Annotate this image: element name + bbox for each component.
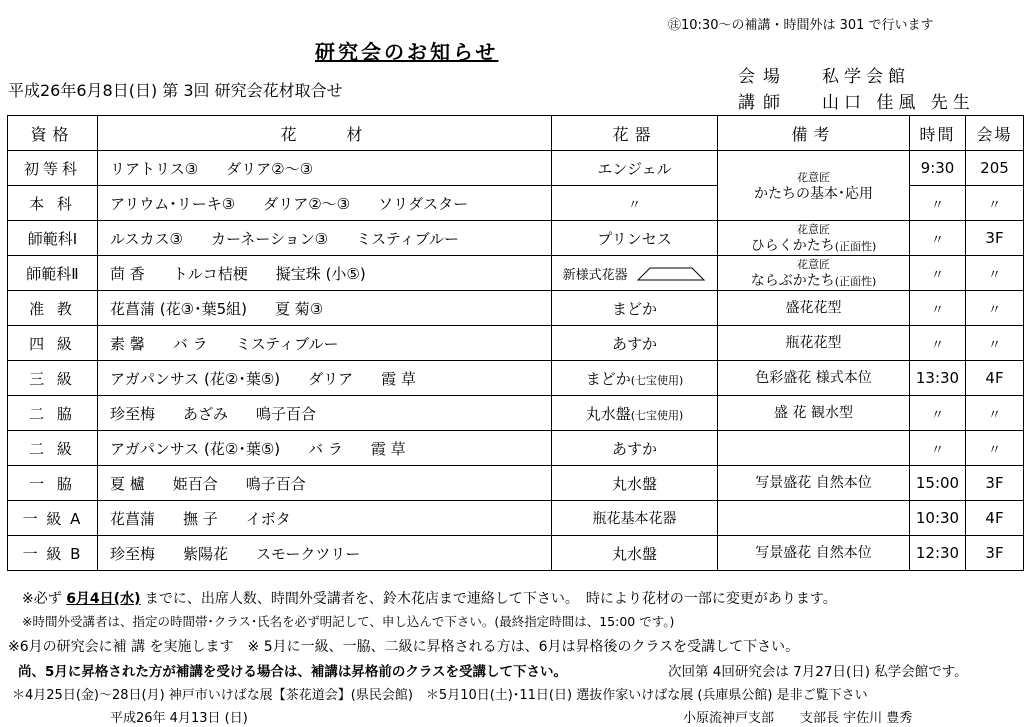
- table-body: [8, 151, 1024, 571]
- cell-vessel: プリンセス: [552, 221, 718, 256]
- flower-item: トルコ桔梗: [172, 264, 248, 283]
- cell-vessel: 丸水盤: [552, 466, 718, 501]
- cell-flowers: [98, 291, 552, 326]
- cell-time: 15:00: [910, 466, 966, 501]
- flower-item: 霞 草: [370, 439, 406, 458]
- note-top: 花意匠: [797, 258, 830, 271]
- cell-room: 205: [966, 151, 1024, 186]
- flower-item: 夏 菊③: [274, 299, 324, 318]
- cell-level: 一 級 B: [8, 536, 98, 571]
- cell-level: 三 級: [8, 361, 98, 396]
- note-sub: (正面性): [834, 240, 877, 253]
- note-main: ならぶかたち: [750, 273, 835, 289]
- cell-vessel: あすか: [552, 326, 718, 361]
- top-note: ㊟10:30～の補講・時間外は 301 で行います: [668, 18, 934, 33]
- cell-flowers: [98, 361, 552, 396]
- note-sub: (正面性): [834, 275, 877, 288]
- venue-value: 私学会館: [822, 67, 910, 87]
- venue-box: [738, 64, 975, 116]
- flower-item: 花菖蒲: [110, 509, 156, 528]
- footer-line-5: ＊4月25日(金)～28日(月) 神戸市いけばな展【茶花道会】(県民会館) ＊5月10日(土)･11日(日) 選抜作家いけばな展 (兵庫県公館) 是非ご覧下さい: [12, 688, 868, 703]
- cell-time: 10:30: [910, 501, 966, 536]
- cell-room: 〃: [966, 431, 1024, 466]
- note-main: ひらくかたち: [750, 238, 835, 254]
- table-row: [8, 501, 1024, 536]
- issue-date: 平成26年 4月13日 (日): [110, 711, 248, 726]
- cell-note: 盛花花型: [718, 291, 910, 326]
- cell-flowers: [98, 501, 552, 536]
- flower-item: 紫陽花: [183, 544, 229, 563]
- table-row: [8, 326, 1024, 361]
- materials-table: [7, 115, 1024, 571]
- header-flowers: 花 材: [98, 116, 552, 151]
- cell-level: 師範科Ⅰ: [8, 221, 98, 256]
- cell-note: 色彩盛花 様式本位: [718, 361, 910, 396]
- cell-flowers: [98, 186, 552, 221]
- table-row: [8, 466, 1024, 501]
- cell-room: 4F: [966, 501, 1024, 536]
- cell-vessel: [552, 361, 718, 396]
- cell-vessel: 〃: [552, 186, 718, 221]
- flower-item: 花菖蒲 (花③･葉5組): [110, 299, 247, 318]
- cell-time: 〃: [910, 186, 966, 221]
- flower-item: 素 馨: [110, 334, 145, 353]
- cell-flowers: [98, 396, 552, 431]
- cell-vessel: あすか: [552, 431, 718, 466]
- trapezoid-vessel-icon: [636, 266, 706, 282]
- cell-level: 四 級: [8, 326, 98, 361]
- cell-note: [718, 151, 910, 221]
- cell-time: 〃: [910, 291, 966, 326]
- cell-time: 〃: [910, 326, 966, 361]
- footer-line-1-pre: ※必ず: [22, 591, 67, 607]
- header-level: 資格: [8, 116, 98, 151]
- cell-note: 瓶花花型: [718, 326, 910, 361]
- cell-note: 盛 花 観水型: [718, 396, 910, 431]
- cell-flowers: [98, 466, 552, 501]
- cell-flowers: [98, 326, 552, 361]
- organization: 小原流神戸支部 支部長 宇佐川 豊秀: [683, 711, 913, 726]
- cell-level: 初等科: [8, 151, 98, 186]
- cell-note: 写景盛花 自然本位: [718, 466, 910, 501]
- cell-note: [718, 431, 910, 466]
- vessel-sub: (七宝使用): [630, 408, 684, 422]
- flower-item: アガパンサス (花②･葉⑤): [110, 369, 281, 388]
- header-room: 会場: [966, 116, 1024, 151]
- deadline-date: 6月4日(水): [66, 591, 141, 607]
- table-row: [8, 291, 1024, 326]
- flower-item: スモークツリー: [256, 544, 361, 563]
- vessel-sub: (七宝使用): [630, 373, 684, 387]
- table-row: [8, 361, 1024, 396]
- flower-item: 珍至梅: [110, 544, 156, 563]
- lecturer-label: 講師: [738, 93, 788, 113]
- flower-item: 茴 香: [110, 264, 145, 283]
- cell-level: 一 脇: [8, 466, 98, 501]
- cell-room: 〃: [966, 186, 1024, 221]
- flower-item: アガパンサス (花②･葉⑤): [110, 439, 281, 458]
- cell-level: 二 脇: [8, 396, 98, 431]
- note-main: かたちの基本･応用: [754, 185, 873, 202]
- cell-time: 〃: [910, 396, 966, 431]
- flower-item: 擬宝珠 (小⑤): [275, 264, 366, 283]
- cell-level: 准 教: [8, 291, 98, 326]
- meeting-subtitle: 平成26年6月8日(日) 第 3回 研究会花材取合せ: [8, 81, 343, 100]
- flower-item: アリウム･リーキ③: [110, 194, 236, 213]
- cell-note: [718, 501, 910, 536]
- venue-label: 会場: [738, 67, 788, 87]
- flower-item: バ ラ: [308, 439, 343, 458]
- flower-item: リアトリス③: [110, 159, 199, 178]
- footer-line-1-post: までに、出席人数、時間外受講者を、鈴木花店まで連絡して下さい。 時により花材の一部に変更があります。: [140, 591, 837, 607]
- cell-note: 写景盛花 自然本位: [718, 536, 910, 571]
- flower-item: イボタ: [245, 509, 291, 528]
- cell-time: 13:30: [910, 361, 966, 396]
- cell-level: 師範科Ⅱ: [8, 256, 98, 291]
- cell-vessel: まどか: [552, 291, 718, 326]
- note-top: 花意匠: [797, 223, 830, 236]
- cell-room: 3F: [966, 466, 1024, 501]
- table-row: [8, 536, 1024, 571]
- flower-item: ダリア②～③: [263, 194, 351, 213]
- footer-line-2: ※時間外受講者は、指定の時間帯･クラス･氏名を必ず明記して、申し込んで下さい。(最終指定時間は、15:00 です。): [22, 614, 675, 629]
- table-row: [8, 431, 1024, 466]
- flower-item: 姫百合: [172, 474, 218, 493]
- flower-item: 撫 子: [183, 509, 218, 528]
- lecturer-value: 山口 佳風 先生: [822, 93, 975, 113]
- table-header-row: [8, 116, 1024, 151]
- header-note: 備考: [718, 116, 910, 151]
- flower-item: 鳴子百合: [245, 474, 306, 493]
- flower-item: 夏 櫨: [110, 474, 145, 493]
- cell-level: 二 級: [8, 431, 98, 466]
- cell-flowers: [98, 431, 552, 466]
- header-vessel: 花器: [552, 116, 718, 151]
- flower-item: あざみ: [183, 404, 229, 423]
- cell-flowers: [98, 221, 552, 256]
- cell-time: 12:30: [910, 536, 966, 571]
- cell-time: 9:30: [910, 151, 966, 186]
- vessel-label: 丸水盤: [585, 404, 631, 423]
- cell-room: 〃: [966, 326, 1024, 361]
- cell-room: 〃: [966, 291, 1024, 326]
- vessel-label: まどか: [585, 369, 631, 388]
- flower-item: ミスティブルー: [235, 334, 339, 353]
- cell-vessel: [552, 256, 718, 291]
- cell-time: 〃: [910, 431, 966, 466]
- cell-flowers: [98, 536, 552, 571]
- table-row: [8, 256, 1024, 291]
- note-top: 花意匠: [797, 170, 830, 184]
- cell-flowers: [98, 151, 552, 186]
- footer-line-3: ※6月の研究会に補 講 を実施します ※ 5月に一級、一脇、二級に昇格される方は、6月は昇格後のクラスを受講して下さい。: [8, 639, 800, 655]
- cell-note: [718, 221, 910, 256]
- flower-item: ルスカス③: [110, 229, 183, 248]
- cell-time: 〃: [910, 221, 966, 256]
- footer-line-4: 尚、5月に昇格された方が補講を受ける場合は、補講は昇格前のクラスを受講して下さい。: [18, 664, 567, 680]
- header-time: 時間: [910, 116, 966, 151]
- cell-level: 一 級 A: [8, 501, 98, 536]
- next-meeting-note: 次回第 4回研究会は 7月27日(日) 私学会館です。: [668, 664, 968, 680]
- cell-vessel: [552, 396, 718, 431]
- cell-room: 〃: [966, 256, 1024, 291]
- table-row: [8, 221, 1024, 256]
- flower-item: ダリア: [308, 369, 354, 388]
- flower-item: ダリア②～③: [226, 159, 314, 178]
- cell-level: 本 科: [8, 186, 98, 221]
- cell-room: 4F: [966, 361, 1024, 396]
- flower-item: ミスティブルー: [356, 229, 460, 248]
- flower-item: 鳴子百合: [256, 404, 317, 423]
- cell-vessel: 瓶花基本花器: [552, 501, 718, 536]
- table-row: [8, 151, 1024, 186]
- vessel-label: 新様式花器: [562, 267, 628, 283]
- cell-room: 3F: [966, 221, 1024, 256]
- cell-note: [718, 256, 910, 291]
- cell-room: 3F: [966, 536, 1024, 571]
- flower-item: カーネーション③: [211, 229, 329, 248]
- flower-item: 珍至梅: [110, 404, 156, 423]
- cell-vessel: 丸水盤: [552, 536, 718, 571]
- footer-line-1: [22, 588, 837, 608]
- table-row: [8, 396, 1024, 431]
- cell-room: 〃: [966, 396, 1024, 431]
- flower-item: ソリダスター: [378, 194, 469, 213]
- cell-time: 〃: [910, 256, 966, 291]
- cell-vessel: エンジェル: [552, 151, 718, 186]
- page-title: 研究会のお知らせ: [315, 40, 499, 64]
- flower-item: 霞 草: [381, 369, 416, 388]
- cell-flowers: [98, 256, 552, 291]
- flower-item: バ ラ: [172, 334, 208, 353]
